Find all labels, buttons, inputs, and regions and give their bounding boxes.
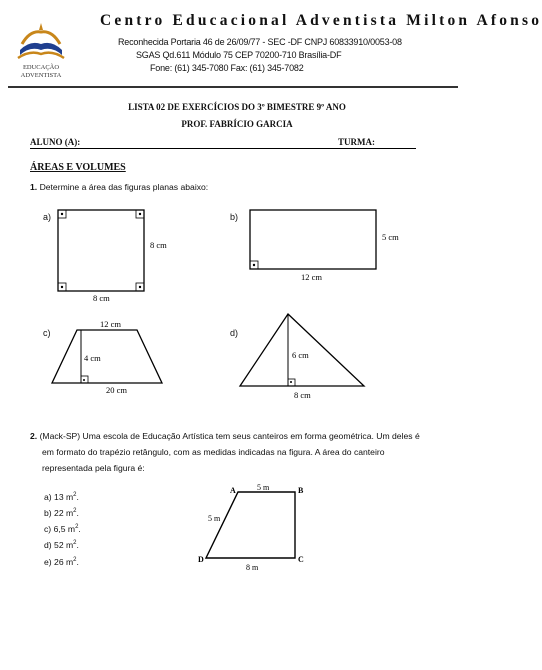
figure-d-triangle <box>240 314 364 400</box>
figure-q2-trapezoid <box>190 478 320 578</box>
class-label: TURMA: <box>338 137 375 147</box>
option-b-sup: 2 <box>73 508 77 515</box>
figure-c-label: c) <box>43 328 51 338</box>
question-2-line-2: em formato do trapézio retângulo, com as medidas indicadas na figura. A área do canteiro <box>42 447 385 457</box>
section-title: ÁREAS E VOLUMES <box>30 162 126 173</box>
figure-a-label: a) <box>43 212 52 222</box>
vertex-d: D <box>198 555 204 564</box>
option-b-letter: b) <box>44 508 52 519</box>
question-1 <box>30 182 208 192</box>
option-e-value: 26 m <box>54 556 74 567</box>
vertex-c: C <box>298 555 304 564</box>
option-b[interactable] <box>44 504 81 520</box>
teacher-name: PROF. FABRÍCIO GARCIA <box>181 119 293 129</box>
figure-b-right-dim: 5 cm <box>382 232 399 242</box>
figure-d-label: d) <box>230 328 239 338</box>
student-line <box>30 148 416 149</box>
figure-b-label: b) <box>230 212 239 222</box>
student-label: ALUNO (A): <box>30 137 81 147</box>
logo-text-1: EDUCAÇÃO <box>22 64 60 71</box>
figure-b-bottom-dim: 12 cm <box>301 272 323 282</box>
option-a-value: 13 m <box>54 491 74 502</box>
option-d[interactable] <box>44 536 81 552</box>
option-e-letter: e) <box>44 556 52 567</box>
question-2-number: 2. <box>30 431 38 441</box>
answer-options <box>44 488 81 569</box>
figure-d-height-dim: 6 cm <box>292 350 309 360</box>
option-a-sup: 2 <box>73 492 77 498</box>
figure-c-height-dim: 4 cm <box>84 353 101 363</box>
figure-a-right-dim: 8 cm <box>150 240 167 250</box>
option-a-letter: a) <box>44 491 52 502</box>
option-c[interactable] <box>44 520 81 536</box>
question-2-line-1: (Mack-SP) Uma escola de Educação Artística tem seus canteiros em forma geométrica. Um deles é <box>39 431 420 441</box>
figure-b-rectangle <box>250 210 399 282</box>
logo-text-2: ADVENTISTA <box>20 72 62 79</box>
figure-c-top-dim: 12 cm <box>100 319 122 329</box>
q2-left-dim: 5 m <box>208 514 221 523</box>
school-name: Centro Educacional Adventista Milton Afonso <box>100 12 542 29</box>
option-d-end: . <box>76 540 79 551</box>
header-line-1: Reconhecida Portaria 46 de 26/09/77 - SEC -DF CNPJ 60833910/0053-08 <box>118 37 402 47</box>
figure-d-base-dim: 8 cm <box>294 390 311 400</box>
figure-a-square <box>58 210 167 303</box>
header-divider <box>8 86 458 88</box>
list-title: LISTA 02 DE EXERCÍCIOS DO 3º BIMESTRE 9º ANO <box>128 102 346 112</box>
option-e-end: . <box>76 556 79 567</box>
question-2-line-3: representada pela figura é: <box>42 463 145 473</box>
option-b-value: 22 m <box>54 508 74 519</box>
header-line-2: SGAS Qd.611 Módulo 75 CEP 70200-710 Brasília-DF <box>136 50 342 60</box>
header-line-3: Fone: (61) 345-7080 Fax: (61) 345-7082 <box>150 63 304 73</box>
figure-a-bottom-dim: 8 cm <box>93 293 110 303</box>
question-2 <box>30 431 448 441</box>
vertex-b: B <box>298 486 304 495</box>
option-c-sup: 2 <box>75 524 79 531</box>
q2-bottom-dim: 8 m <box>246 563 259 572</box>
option-d-sup: 2 <box>73 540 77 547</box>
option-c-end: . <box>78 524 81 535</box>
option-a[interactable] <box>44 488 81 504</box>
option-a-end: . <box>76 491 79 502</box>
option-b-end: . <box>76 508 79 519</box>
option-e[interactable] <box>44 553 81 569</box>
option-e-sup: 2 <box>73 556 77 563</box>
figure-c-bottom-dim: 20 cm <box>106 385 128 395</box>
question-1-text: Determine a área das figuras planas abaixo: <box>39 182 209 192</box>
vertex-a: A <box>230 486 236 495</box>
option-d-letter: d) <box>44 540 52 551</box>
question-1-number: 1. <box>30 182 38 192</box>
school-logo <box>12 20 70 78</box>
option-c-value: 6,5 m <box>53 524 76 535</box>
figure-c-trapezoid <box>52 319 162 395</box>
option-c-letter: c) <box>44 524 52 535</box>
option-d-value: 52 m <box>54 540 74 551</box>
q2-top-dim: 5 m <box>257 483 270 492</box>
